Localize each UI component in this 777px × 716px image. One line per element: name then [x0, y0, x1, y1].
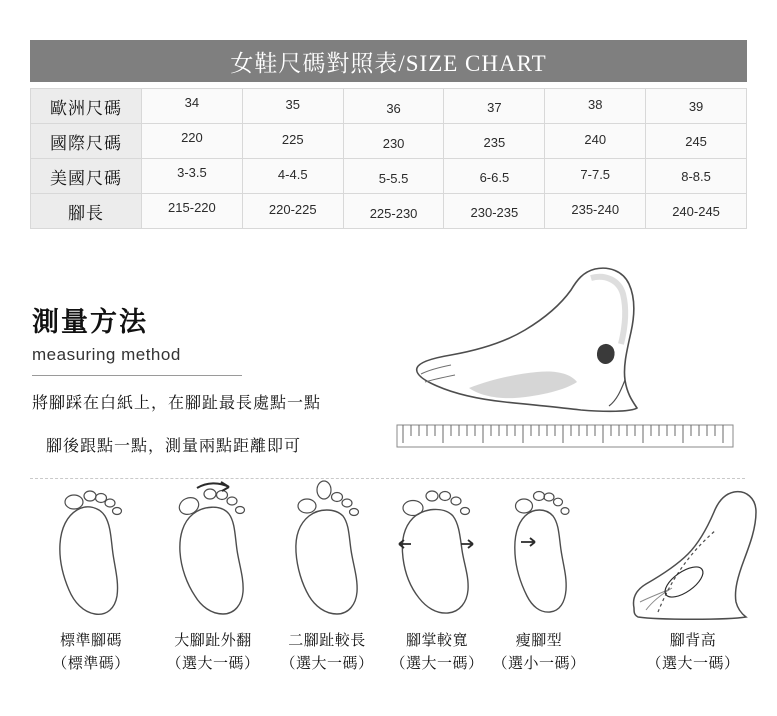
table-row — [31, 124, 747, 159]
cell-intl-5: 240 — [545, 124, 646, 159]
foot-type-label — [618, 630, 768, 675]
footprint-icon — [268, 470, 386, 630]
cell-len-6: 240-245 — [646, 194, 747, 229]
cell-eu-39: 39 — [646, 89, 747, 124]
cell-intl-4: 235 — [444, 124, 545, 159]
cell-intl-6: 245 — [646, 124, 747, 159]
measuring-step-2: 腳後跟點一點，測量兩點距離即可 — [46, 438, 302, 455]
row-header-intl: 國際尺碼 — [31, 124, 142, 159]
footprint-icon — [378, 470, 496, 630]
measuring-step-1: 將腳踩在白紙上，在腳趾最長處點一點 — [32, 395, 322, 412]
cell-eu-34: 34 — [142, 89, 243, 124]
footprint-icon — [154, 470, 272, 630]
row-header-eu: 歐洲尺碼 — [31, 89, 142, 124]
footprint-icon — [32, 470, 150, 630]
foot-type-note: （選大一碼） — [280, 655, 374, 672]
cell-len-4: 230-235 — [444, 194, 545, 229]
cell-us-1: 3-3.5 — [142, 159, 243, 194]
foot-type-note: （選大一碼） — [390, 655, 484, 672]
cell-eu-35: 35 — [242, 89, 343, 124]
cell-len-5: 235-240 — [545, 194, 646, 229]
foot-side-view-icon — [385, 262, 745, 462]
footprint-icon — [480, 470, 598, 630]
page-title: 女鞋尺碼對照表/SIZE CHART — [230, 50, 547, 76]
cell-us-3: 5-5.5 — [343, 159, 444, 194]
cell-len-3: 225-230 — [343, 194, 444, 229]
foot-type-name: 大腳趾外翻 — [174, 633, 252, 649]
foot-type-label — [378, 630, 496, 675]
foot-type-name: 二腳趾較長 — [288, 633, 366, 649]
list-item — [480, 470, 598, 675]
foot-side-illustration — [385, 262, 745, 462]
measuring-method-block — [32, 300, 372, 476]
row-header-footlength: 腳長 — [31, 194, 142, 229]
foot-type-list — [18, 470, 763, 710]
foot-type-label — [32, 630, 150, 675]
cell-intl-1: 220 — [142, 124, 243, 159]
divider — [32, 375, 242, 376]
cell-intl-3: 230 — [343, 124, 444, 159]
ruler-icon — [397, 425, 733, 447]
foot-type-note: （標準碼） — [52, 655, 130, 672]
table-row — [31, 159, 747, 194]
foot-type-name: 腳掌較寬 — [405, 633, 468, 649]
cell-us-4: 6-6.5 — [444, 159, 545, 194]
foot-type-note: （選大一碼） — [646, 655, 740, 672]
foot-type-label — [268, 630, 386, 675]
cell-eu-37: 37 — [444, 89, 545, 124]
row-header-us: 美國尺碼 — [31, 159, 142, 194]
foot-type-name: 標準腳碼 — [59, 633, 122, 649]
table-row — [31, 89, 747, 124]
cell-eu-38: 38 — [545, 89, 646, 124]
chart-title-bar — [30, 40, 747, 82]
cell-intl-2: 225 — [242, 124, 343, 159]
cell-us-6: 8-8.5 — [646, 159, 747, 194]
list-item — [32, 470, 150, 675]
foot-side-view-icon — [618, 470, 768, 630]
list-item — [618, 470, 768, 675]
cell-len-2: 220-225 — [242, 194, 343, 229]
foot-type-note: （選大一碼） — [166, 655, 260, 672]
foot-type-label — [480, 630, 598, 675]
foot-type-note: （選小一碼） — [492, 655, 586, 672]
cell-us-2: 4-4.5 — [242, 159, 343, 194]
table-row — [31, 194, 747, 229]
measuring-method-title-cn: 測量方法 — [32, 307, 148, 337]
foot-type-name: 瘦腳型 — [515, 633, 563, 649]
list-item — [268, 470, 386, 675]
foot-type-label — [154, 630, 272, 675]
list-item — [378, 470, 496, 675]
cell-len-1: 215-220 — [142, 194, 243, 229]
measuring-method-title-en: measuring method — [32, 345, 181, 364]
list-item — [154, 470, 272, 675]
cell-eu-36: 36 — [343, 89, 444, 124]
cell-us-5: 7-7.5 — [545, 159, 646, 194]
size-chart-table — [30, 88, 747, 229]
foot-type-name: 腳背高 — [669, 633, 717, 649]
